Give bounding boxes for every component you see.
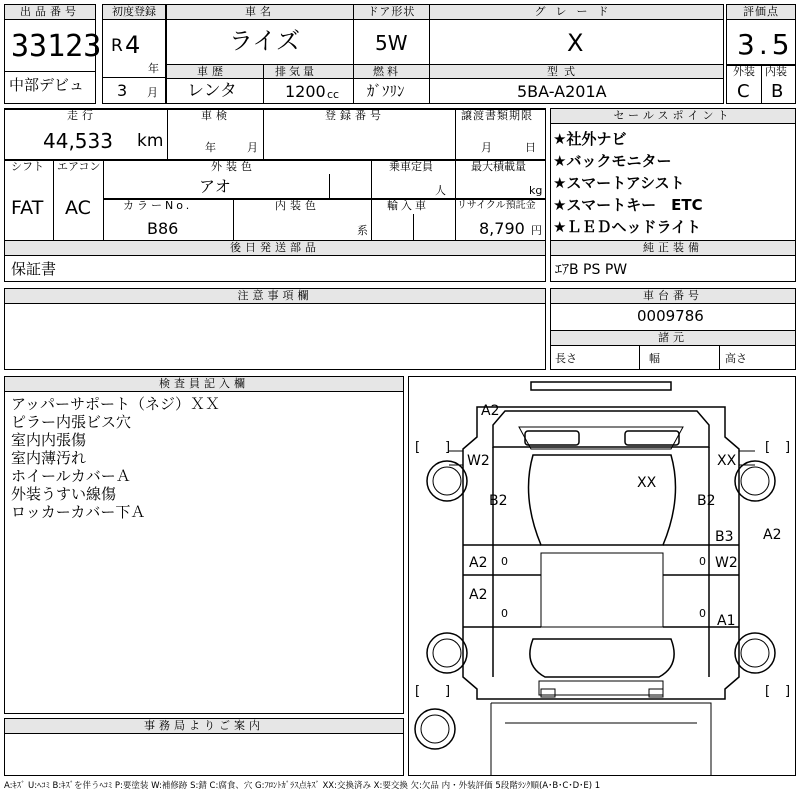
sales-point-item: ★バックモニター <box>553 152 672 170</box>
score: 3.5 <box>737 28 794 61</box>
inspector-line: 室内内張傷 <box>11 431 87 449</box>
damage-mark: A2 <box>763 527 782 543</box>
equipment-label: 純正装備 <box>551 241 795 256</box>
inspection-label: 車検 <box>201 109 231 122</box>
transfer-month-unit: 月 <box>481 141 492 154</box>
cabin-roof <box>529 455 676 545</box>
first-registration-box <box>102 4 166 104</box>
model-label: 型式 <box>547 65 581 78</box>
door-handle-mark: 0 <box>699 607 706 620</box>
car-row-box <box>166 4 724 104</box>
shift-label: シフト <box>11 160 44 173</box>
model-code: 5BA-A201A <box>517 82 607 101</box>
inspector-box <box>4 376 404 714</box>
lot-label: 出品番号 <box>5 5 95 20</box>
door-handle-mark: 0 <box>501 555 508 568</box>
bracket-left: [ <box>765 684 771 699</box>
transfer-label: 譲渡書類期限 <box>461 109 533 122</box>
interior-grade: B <box>771 81 784 102</box>
damage-mark: W2 <box>715 555 738 571</box>
chassis-label: 車台番号 <box>551 289 795 304</box>
bracket-left: [ <box>415 684 421 699</box>
car-name: ライズ <box>229 27 301 55</box>
displacement: 1200 <box>285 82 326 101</box>
ext-color-label: 外装色 <box>211 160 256 173</box>
color-no: B86 <box>147 219 179 238</box>
exterior-grade: C <box>737 81 750 102</box>
debut-label: 中部デビュ <box>9 76 85 94</box>
inspector-line: 外装うすい線傷 <box>11 485 117 503</box>
exterior-label: 外装 <box>733 65 755 78</box>
recycle-fee: 8,790 <box>479 219 525 238</box>
era: R <box>111 36 123 56</box>
damage-mark: B2 <box>489 493 508 509</box>
grade: X <box>567 29 584 57</box>
sales-point-item: ★スマートキー ETC <box>553 196 703 214</box>
inspector-line: アッパーサポート（ネジ）ＸＸ <box>11 395 220 413</box>
bracket-left: [ <box>415 440 421 455</box>
front-bumper-bar <box>531 382 671 390</box>
chassis-box <box>550 288 796 370</box>
car-name-label: 車名 <box>167 5 353 20</box>
damage-mark: B2 <box>697 493 716 509</box>
damage-mark: A1 <box>717 613 736 629</box>
equipment: ｴｱB PS PW <box>555 262 628 278</box>
inspector-line: ロッカーカバー下Ａ <box>11 503 146 521</box>
mileage-label: 走行 <box>67 109 97 122</box>
year-unit: 年 <box>148 62 159 75</box>
bracket-right: ] <box>785 440 791 455</box>
damage-mark: A2 <box>469 587 488 603</box>
ac-label: エアコン <box>57 160 101 173</box>
bracket-right: ] <box>785 684 791 699</box>
bracket-left: [ <box>765 440 771 455</box>
transfer-day-unit: 日 <box>525 141 536 154</box>
bracket-right: ] <box>445 440 451 455</box>
damage-mark: XX <box>717 453 737 469</box>
headlight-right <box>625 431 679 445</box>
length-label: 長さ <box>555 352 577 365</box>
trunk <box>491 703 711 775</box>
fuel-label: 燃料 <box>373 65 401 78</box>
door-type: 5W <box>375 31 408 55</box>
damage-mark: XX <box>637 475 657 491</box>
sales-points-label: セールスポイント <box>551 109 795 124</box>
int-color-label: 内装色 <box>275 199 320 212</box>
recycle-unit: 円 <box>531 224 542 237</box>
mileage: 44,533 <box>43 129 113 153</box>
capacity-unit: 人 <box>435 184 446 197</box>
bracket-right: ] <box>445 684 451 699</box>
damage-mark: W2 <box>467 453 490 469</box>
mileage-unit: km <box>137 131 164 151</box>
recycle-label: リサイクル預託金 <box>457 200 536 211</box>
lot-box <box>4 4 102 104</box>
damage-mark: A2 <box>481 403 500 419</box>
ac: AC <box>65 197 91 219</box>
inspector-line: ピラー内張ビス穴 <box>11 413 132 431</box>
sales-point-item: ★社外ナビ <box>553 130 627 148</box>
office-label: 事務局よりご案内 <box>5 719 403 734</box>
lot-number: 33123 <box>11 29 102 64</box>
damage-mark: A2 <box>469 555 488 571</box>
ext-color: アオ <box>199 177 231 196</box>
sales-points-box <box>550 108 796 282</box>
notes-label: 注意事項欄 <box>5 289 545 304</box>
insp-year-unit: 年 <box>205 141 216 154</box>
office-box <box>4 718 404 776</box>
sales-point-item: ★スマートアシスト <box>553 174 685 192</box>
reg-month: 3 <box>117 81 128 100</box>
spec-label: 諸元 <box>551 331 795 346</box>
grade-label: グレード <box>430 5 723 20</box>
car-diagram <box>408 376 796 776</box>
displacement-label: 排気量 <box>275 65 317 78</box>
cabin-mid <box>541 553 663 627</box>
car-outline-svg <box>409 377 795 775</box>
legend: A:ｷｽﾞ U:ﾍｺﾐ B:ｷｽﾞを伴うﾍｺﾐ P:要塗装 W:補修跡 S:錆 C:腐食、穴 G:ﾌﾛﾝﾄｶﾞﾗｽ点ｷｽﾞ XX:交換済み X:要交換 欠:欠品 内・外装評価 5段階ﾗﾝｸ順(A･B･C･D･E) 1 <box>4 781 601 791</box>
reg-no-label: 登録番号 <box>325 109 385 122</box>
load-unit: kg <box>529 184 543 197</box>
door-handle-mark: 0 <box>501 607 508 620</box>
displacement-unit: cc <box>327 88 340 101</box>
notes-box <box>4 288 546 370</box>
headlight-left <box>525 431 579 445</box>
history: レンタ <box>187 81 237 101</box>
color-no-label: カラーNo. <box>123 199 193 212</box>
door-handle-mark: 0 <box>699 555 706 568</box>
height-label: 高さ <box>725 352 747 365</box>
interior-label: 内装 <box>765 65 787 78</box>
score-box <box>726 4 796 104</box>
damage-mark: B3 <box>715 529 734 545</box>
reg-year: 4 <box>125 31 141 59</box>
width-label: 幅 <box>649 352 660 365</box>
later-parts: 保証書 <box>11 260 57 278</box>
shift: FAT <box>11 197 44 219</box>
details-box <box>4 108 546 282</box>
month-unit: 月 <box>147 86 158 99</box>
rear-window <box>530 639 674 677</box>
inspector-label: 検査員記入欄 <box>5 377 403 392</box>
door-label: ドア形状 <box>354 5 429 20</box>
fuel: ｶﾞｿﾘﾝ <box>367 82 405 100</box>
import-label: 輸入車 <box>387 199 429 212</box>
inspector-line: 室内薄汚れ <box>11 449 87 467</box>
first-reg-label: 初度登録 <box>103 5 165 20</box>
sales-point-item: ★ＬＥＤヘッドライト <box>553 218 701 236</box>
rear-bumper <box>539 681 663 695</box>
later-parts-label: 後日発送部品 <box>5 241 545 256</box>
chassis-number: 0009786 <box>637 307 704 325</box>
history-label: 車歴 <box>197 65 227 78</box>
load-label: 最大積載量 <box>471 160 526 173</box>
score-label: 評価点 <box>727 5 795 20</box>
capacity-label: 乗車定員 <box>389 160 433 173</box>
int-color-unit: 系 <box>357 224 368 237</box>
inspector-line: ホイールカバーＡ <box>11 467 131 485</box>
insp-month-unit: 月 <box>247 141 258 154</box>
